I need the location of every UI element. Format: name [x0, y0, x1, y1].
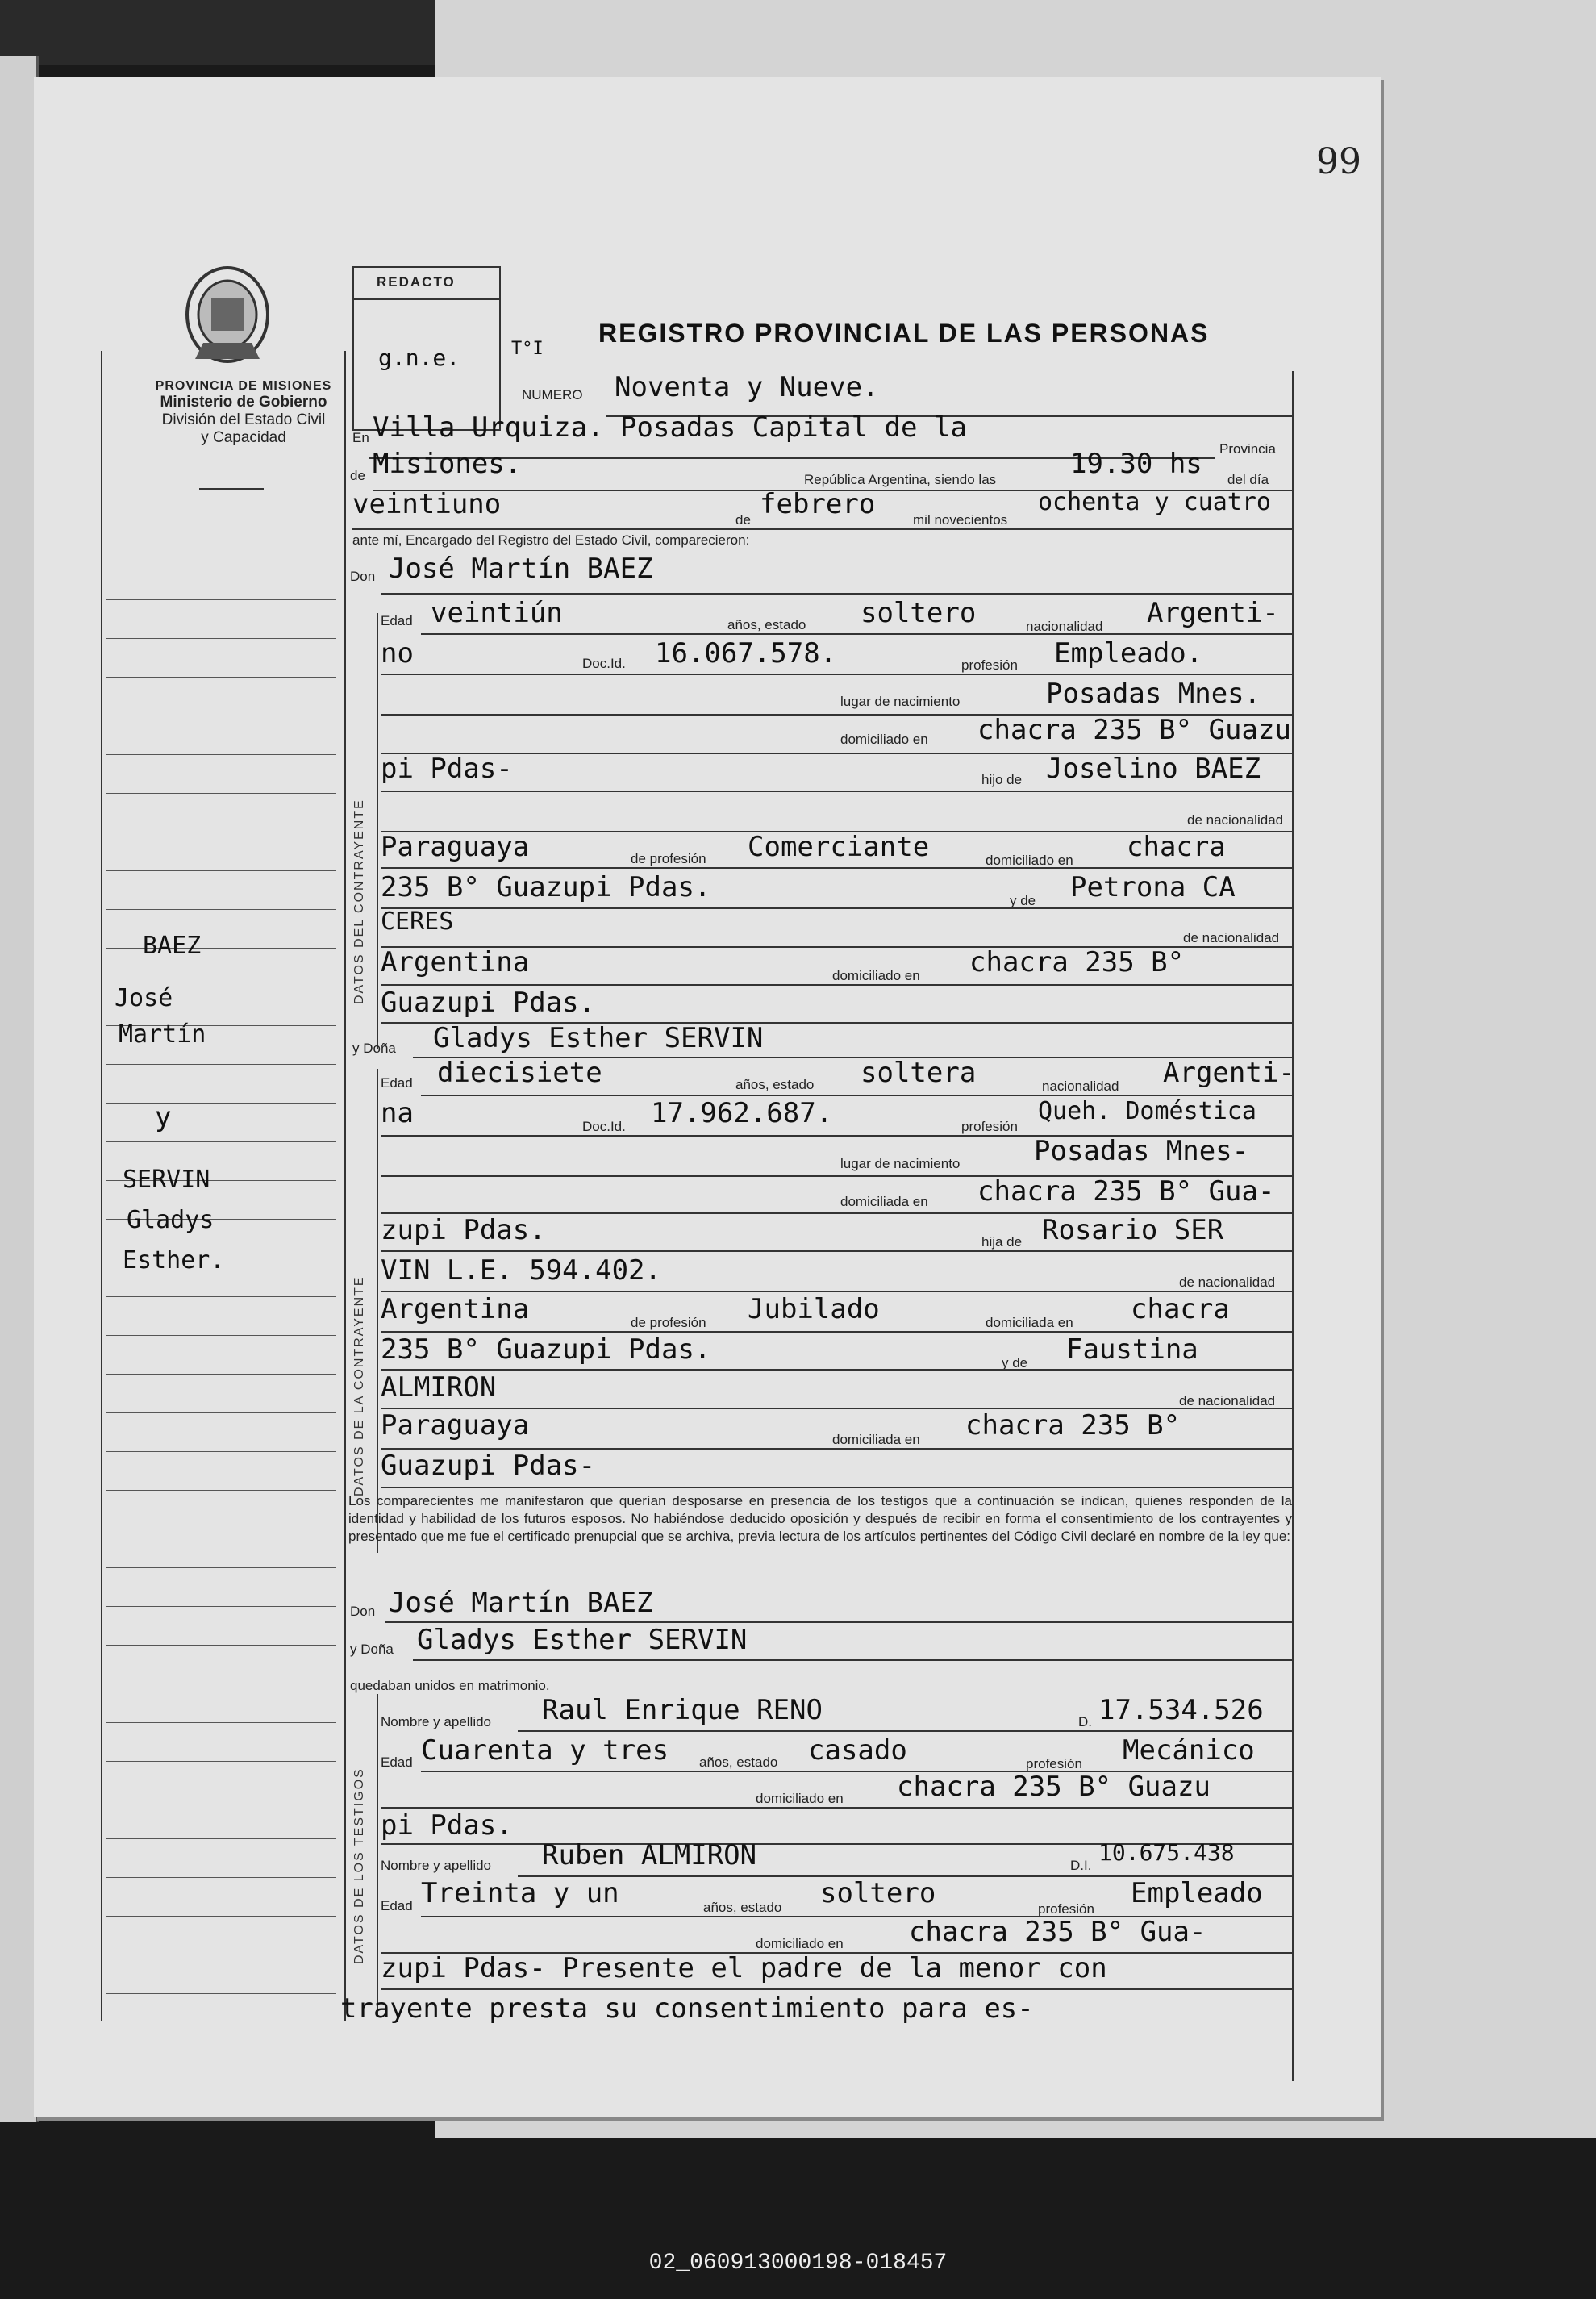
t1-doc-label: D.	[1078, 1714, 1092, 1729]
contrayente-edad: veintiún	[431, 597, 563, 629]
margin-rule	[106, 1645, 336, 1646]
mil-label: mil novecientos	[913, 512, 1008, 528]
edad-label: Edad	[381, 613, 413, 628]
margin-rule	[106, 1567, 336, 1568]
redacto-box	[352, 266, 501, 431]
contrayente-lugar: Posadas Mnes.	[1046, 678, 1261, 710]
prof-label: profesión	[1038, 1901, 1094, 1917]
contrayente-f-side-label: DATOS DE LA CONTRAYENTE	[352, 1275, 366, 1496]
divider	[199, 488, 264, 490]
hija-label: hija de	[981, 1234, 1023, 1250]
ministry-line2: Ministerio de Gobierno	[160, 394, 327, 411]
margin-note: Gladys	[127, 1206, 215, 1234]
contrayente-domicilio: chacra 235 B° Guazu	[977, 714, 1291, 746]
testigo1-nombre: Raul Enrique RENO	[542, 1694, 823, 1726]
testigo2-domicilio2: zupi Pdas- Presente el padre de la menor con	[381, 1952, 1107, 1984]
dona-label: y Doña	[352, 1041, 396, 1056]
margin-note: y	[155, 1101, 172, 1133]
testigo2-domicilio3: trayente presta su consentimiento para es-	[340, 1992, 1034, 2025]
testigo1-doc: 17.534.526	[1098, 1694, 1264, 1726]
testigo2-profesion: Empleado	[1131, 1877, 1263, 1909]
prof-label: profesión	[1026, 1756, 1082, 1771]
padre-domicilio2: 235 B° Guazupi Pdas.	[381, 871, 711, 903]
dom-label: domiciliada en	[840, 1194, 928, 1209]
testigo2-nombre: Ruben ALMIRON	[542, 1839, 757, 1871]
padre-profesion: Comerciante	[748, 831, 930, 863]
madre-f-domicilio2: Guazupi Pdas-	[381, 1450, 596, 1482]
edad-label: Edad	[381, 1898, 413, 1913]
ministry-block	[115, 379, 373, 447]
dom-label: domiciliado en	[840, 732, 928, 747]
margin-rule	[106, 1916, 336, 1917]
contrayente-padre: Joselino BAEZ	[1046, 753, 1261, 785]
ministry-line4: y Capacidad	[201, 429, 286, 446]
provincia-label: Provincia	[1219, 441, 1276, 457]
edad-label: Edad	[381, 1754, 413, 1770]
contrayente-f-estado: soltera	[861, 1057, 977, 1089]
testigo2-estado: soltero	[820, 1877, 936, 1909]
contrayente-f-doc: 17.962.687.	[651, 1097, 833, 1129]
contrayente-nacionalidad: Argenti-	[1147, 597, 1279, 629]
ministry-line3: División del Estado Civil	[161, 411, 326, 428]
footer-id: 02_060913000198-018457	[648, 2251, 948, 2276]
edad-label: Edad	[381, 1075, 413, 1091]
nac-label: nacionalidad	[1042, 1079, 1119, 1094]
margin-rule	[106, 1838, 336, 1839]
republica-label: República Argentina, siendo las	[804, 472, 997, 487]
margin-rule	[106, 870, 336, 871]
dom-label: domiciliado en	[756, 1936, 844, 1951]
testigo1-domicilio: chacra 235 B° Guazu	[897, 1771, 1211, 1803]
provincia-value: Misiones.	[373, 448, 522, 480]
contrayente-f-domicilio: chacra 235 B° Gua-	[977, 1175, 1275, 1208]
margin-rule	[106, 638, 336, 639]
t2-doc-label: D.I.	[1070, 1858, 1092, 1873]
margin-rule	[106, 793, 336, 794]
margin-rule	[106, 1103, 336, 1104]
de-nac-label: de nacionalidad	[1187, 812, 1284, 828]
margin-rule	[106, 677, 336, 678]
contrayente-f-nacionalidad: Argenti-	[1163, 1057, 1295, 1089]
redacto-note: T°I	[511, 339, 544, 359]
redacto-initials: g.n.e.	[378, 344, 460, 371]
ante-label: ante mí, Encargado del Registro del Estado Civil, comparecieron:	[352, 532, 750, 548]
contrayente-f-profesion: Queh. Doméstica	[1038, 1097, 1256, 1125]
padre-domicilio: chacra	[1127, 831, 1226, 863]
margin-note: Martín	[119, 1020, 206, 1049]
page-number: 99	[1316, 141, 1361, 182]
testigo2-edad: Treinta y un	[421, 1877, 619, 1909]
margin-rule	[106, 1451, 336, 1452]
page-title: REGISTRO PROVINCIAL DE LAS PERSONAS	[598, 319, 1210, 348]
doc-label: Doc.Id.	[582, 656, 626, 671]
padre-f-nacionalidad: Argentina	[381, 1293, 530, 1325]
madre-f-nacionalidad: Paraguaya	[381, 1409, 530, 1442]
dom-label: domiciliado en	[756, 1791, 844, 1806]
nac-label: nacionalidad	[1026, 619, 1103, 634]
de-label: de	[350, 468, 365, 483]
margin-rule	[106, 1490, 336, 1491]
contrayente-f-nombre: Gladys Esther SERVIN	[433, 1022, 764, 1054]
contrayente-estado: soltero	[861, 597, 977, 629]
quedaban-text: quedaban unidos en matrimonio.	[350, 1678, 550, 1693]
padre-nacionalidad: Paraguaya	[381, 831, 530, 863]
margin-note: BAEZ	[143, 932, 202, 960]
margin-note: SERVIN	[123, 1166, 210, 1194]
margin-rule	[106, 1993, 336, 1994]
y-de-label: y de	[1002, 1355, 1028, 1371]
contrayente-side-label: DATOS DEL CONTRAYENTE	[352, 799, 366, 1004]
anios-label: años, estado	[703, 1900, 782, 1915]
lugar-label: lugar de nacimiento	[840, 694, 961, 709]
y-de-label: y de	[1010, 893, 1036, 908]
padre-f-domicilio2: 235 B° Guazupi Pdas.	[381, 1333, 711, 1366]
de-nac-label: de nacionalidad	[1183, 930, 1280, 945]
anios-label: años, estado	[727, 617, 806, 632]
coat-of-arms-icon	[179, 262, 276, 371]
padre-dom-label: domiciliado en	[986, 853, 1073, 868]
numero-value: Noventa y Nueve.	[615, 371, 879, 403]
contrayente-madre: Petrona CA	[1070, 871, 1236, 903]
testigo1-domicilio2: pi Pdas.	[381, 1809, 513, 1842]
testigo2-domicilio: chacra 235 B° Gua-	[909, 1916, 1206, 1948]
numero-label: NUMERO	[522, 387, 583, 403]
margin-rule	[106, 1412, 336, 1413]
margin-rule	[106, 1877, 336, 1878]
padre-dom-label: domiciliada en	[986, 1315, 1073, 1330]
ministry-line1: PROVINCIA DE MISIONES	[155, 379, 332, 393]
madre-dom-label: domiciliada en	[832, 1432, 920, 1447]
margin-rule	[106, 1722, 336, 1723]
margin-rule	[106, 1141, 336, 1142]
margin-note: Esther.	[123, 1246, 225, 1275]
contrayente-f-domicilio2: zupi Pdas.	[381, 1214, 546, 1246]
testigos-side-label: DATOS DE LOS TESTIGOS	[352, 1767, 366, 1964]
margin-rule	[106, 1606, 336, 1607]
madre-domicilio2: Guazupi Pdas.	[381, 987, 596, 1019]
margin-rule	[106, 909, 336, 910]
left-page-edge	[0, 56, 39, 2122]
contrayente-f-nacionalidad2: na	[381, 1097, 414, 1129]
don-label: Don	[350, 569, 376, 584]
register-page	[34, 77, 1381, 2118]
contrayente-domicilio2: pi Pdas-	[381, 753, 513, 785]
union-don: José Martín BAEZ	[389, 1587, 653, 1619]
contrayente-f-lugar: Posadas Mnes-	[1034, 1135, 1249, 1167]
contrayente-madre2: CERES	[381, 908, 454, 936]
union-dona: Gladys Esther SERVIN	[417, 1624, 748, 1656]
en-value: Villa Urquiza. Posadas Capital de la	[373, 411, 967, 444]
de-nac-label: de nacionalidad	[1179, 1275, 1276, 1290]
del-dia-label: del día	[1227, 472, 1269, 487]
dia-value: veintiuno	[352, 488, 502, 520]
en-label: En	[352, 430, 369, 445]
margin-rule	[106, 1296, 336, 1297]
testigo1-edad: Cuarenta y tres	[421, 1734, 669, 1767]
margin-rule	[106, 1064, 336, 1065]
t2-nombre-label: Nombre y apellido	[381, 1858, 492, 1873]
madre-dom-label: domiciliado en	[832, 968, 920, 983]
testigo2-doc: 10.675.438	[1098, 1839, 1235, 1866]
de-nac-label: de nacionalidad	[1179, 1393, 1276, 1408]
don-label: Don	[350, 1604, 376, 1619]
margin-rule	[106, 754, 336, 755]
margin-rule	[106, 1374, 336, 1375]
testigo1-profesion: Mecánico	[1123, 1734, 1255, 1767]
padre-f-domicilio: chacra	[1131, 1293, 1230, 1325]
anios-label: años, estado	[699, 1754, 778, 1770]
testigo1-estado: casado	[808, 1734, 907, 1767]
madre-nacionalidad: Argentina	[381, 946, 530, 978]
madre-f-domicilio: chacra 235 B°	[965, 1409, 1181, 1442]
de2-label: de	[735, 512, 751, 528]
anios-label: años, estado	[735, 1077, 815, 1092]
contrayente-profesion: Empleado.	[1054, 637, 1203, 670]
prof-label: profesión	[961, 657, 1018, 673]
de-prof-label: de profesión	[631, 1315, 706, 1330]
contrayente-f-padre2: VIN L.E. 594.402.	[381, 1254, 661, 1287]
contrayente-f-padre: Rosario SER	[1042, 1214, 1224, 1246]
contrayente-nacionalidad2: no	[381, 637, 414, 670]
de-prof-label: de profesión	[631, 851, 706, 866]
hora-value: 19.30 hs	[1070, 448, 1202, 480]
contrayente-nombre: José Martín BAEZ	[389, 553, 653, 585]
padre-f-profesion: Jubilado	[748, 1293, 880, 1325]
contrayente-f-madre2: ALMIRON	[381, 1371, 497, 1404]
lugar-label: lugar de nacimiento	[840, 1156, 961, 1171]
dona-label: y Doña	[350, 1642, 394, 1657]
margin-rule	[106, 1335, 336, 1336]
madre-domicilio: chacra 235 B°	[969, 946, 1185, 978]
redacto-label: REDACTO	[377, 274, 456, 290]
margin-rule	[106, 948, 336, 949]
margin-rule	[106, 1761, 336, 1762]
anio-value: ochenta y cuatro	[1038, 488, 1271, 516]
declaration-text: Los comparecientes me manifestaron que querían desposarse en presencia de los testigos que a continuación se indican, quienes responden de la identidad y habilidad de los futuros esposos. No habiéndose deducido oposición y después de recibir en forma el consentimiento de los contrayentes y presentado que me fue el certificado prenupcial que se archiva, previa lectura de los artículos pertinentes del Código Civil declaré en nombre de la ley que:	[348, 1493, 1292, 1544]
hijo-label: hijo de	[981, 772, 1023, 787]
margin-rule	[106, 599, 336, 600]
doc-label: Doc.Id.	[582, 1119, 626, 1134]
contrayente-f-edad: diecisiete	[437, 1057, 602, 1089]
prof-label: profesión	[961, 1119, 1018, 1134]
margin-note: José	[115, 984, 173, 1012]
mes-value: febrero	[760, 488, 876, 520]
contrayente-f-madre: Faustina	[1066, 1333, 1198, 1366]
contrayente-doc: 16.067.578.	[655, 637, 837, 670]
t1-nombre-label: Nombre y apellido	[381, 1714, 492, 1729]
